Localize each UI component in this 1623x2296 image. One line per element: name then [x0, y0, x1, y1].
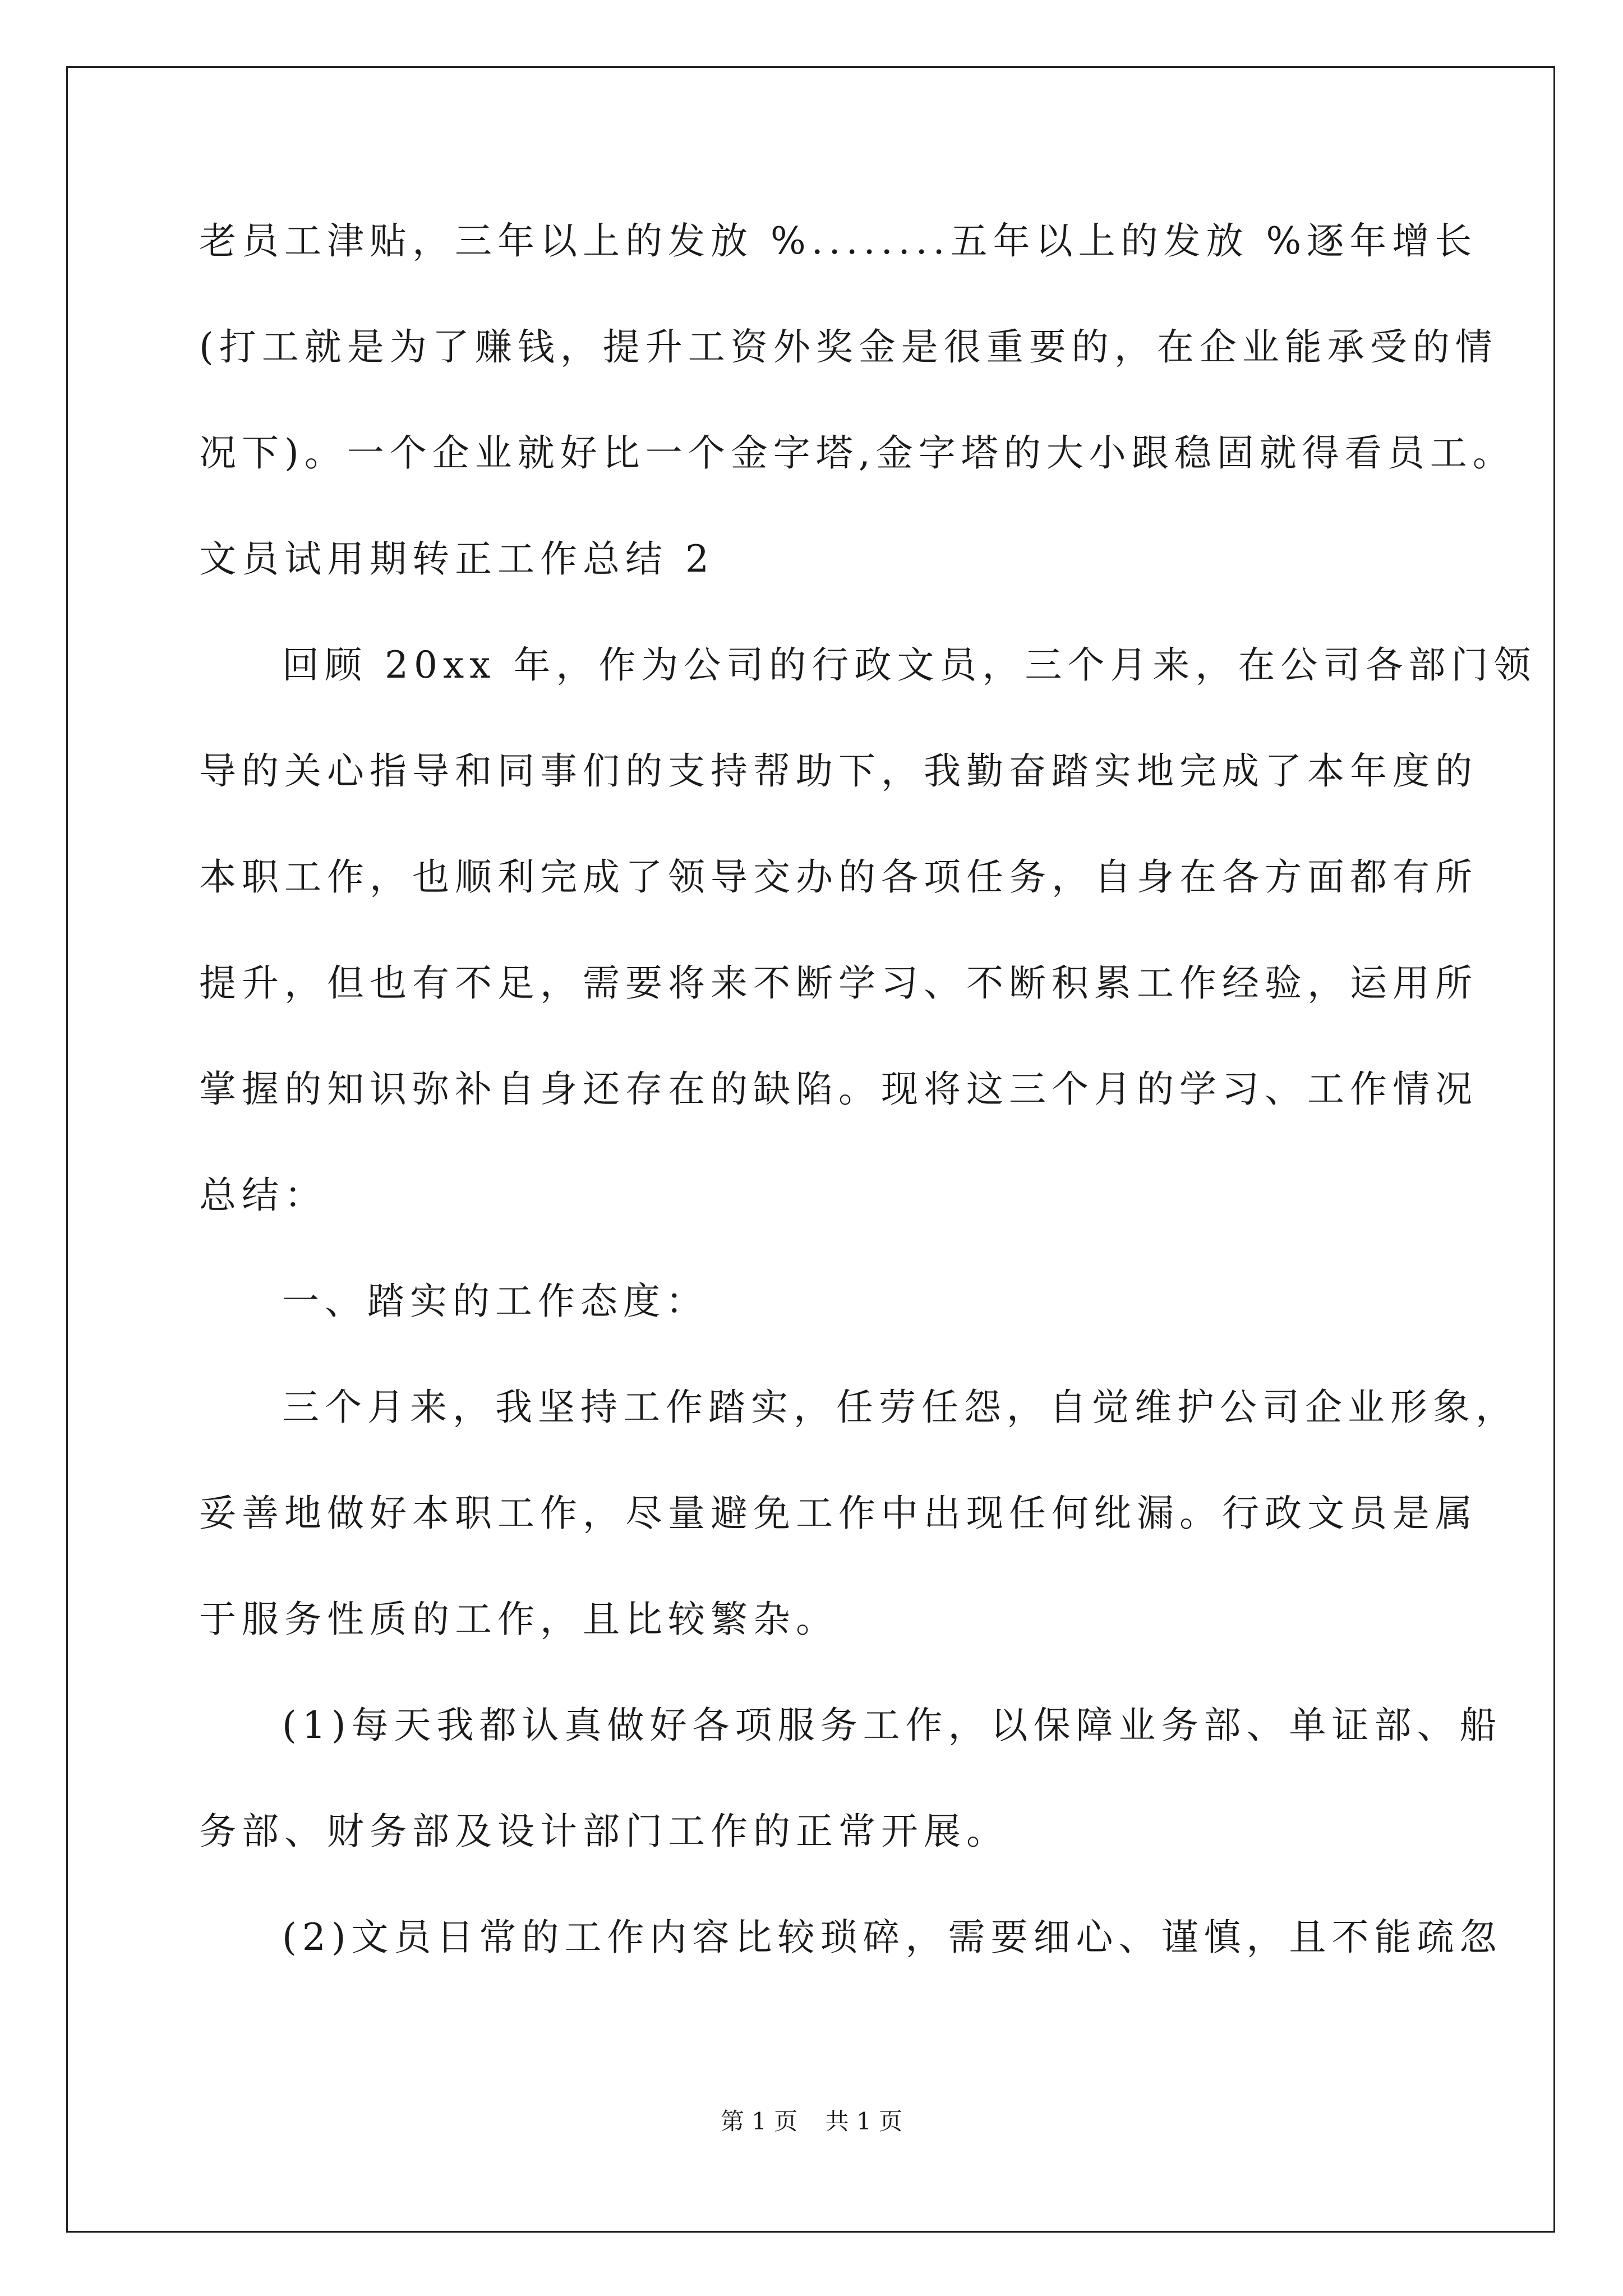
body-text-line: (打工就是为了赚钱，提升工资外奖金是很重要的，在企业能承受的情	[199, 325, 1498, 369]
body-text-line: 本职工作，也顺利完成了领导交办的各项任务，自身在各方面都有所	[199, 855, 1478, 899]
list-item-first-line: (1)每天我都认真做好各项服务工作，以保障业务部、单证部、船	[282, 1704, 1502, 1747]
page-number: 第 1 页	[720, 2108, 798, 2135]
paragraph-first-line: 回顾 20xx 年，作为公司的行政文员，三个月来，在公司各部门领	[282, 643, 1537, 687]
body-text-line: 导的关心指导和同事们的支持帮助下，我勤奋踏实地完成了本年度的	[199, 749, 1478, 793]
body-text-line: 妥善地做好本职工作，尽量避免工作中出现任何纰漏。行政文员是属	[199, 1492, 1478, 1535]
body-text-line: 掌握的知识弥补自身还存在的缺陷。现将这三个月的学习、工作情况	[199, 1068, 1478, 1111]
body-text-line: 提升，但也有不足，需要将来不断学习、不断积累工作经验，运用所	[199, 961, 1478, 1005]
page-footer	[0, 2105, 1623, 2138]
body-text-line: 总结：	[199, 1174, 327, 1217]
body-text-line: 务部、财务部及设计部门工作的正常开展。	[199, 1810, 1009, 1853]
subsection-heading: 一、踏实的工作态度：	[282, 1280, 708, 1323]
body-text-line: 况下)。一个企业就好比一个金字塔,金字塔的大小跟稳固就得看员工。	[199, 431, 1515, 475]
list-item-first-line: (2)文员日常的工作内容比较琐碎，需要细心、谨慎，且不能疏忽	[282, 1916, 1502, 1959]
body-text-line: 老员工津贴，三年以上的发放 %........五年以上的发放 %逐年增长	[199, 219, 1478, 263]
document-body	[199, 216, 1537, 2018]
section-title: 文员试用期转正工作总结 2	[199, 537, 714, 581]
paragraph-first-line: 三个月来，我坚持工作踏实，任劳任怨，自觉维护公司企业形象，	[282, 1386, 1518, 1429]
body-text-line: 于服务性质的工作，且比较繁杂。	[199, 1598, 838, 1641]
page-total: 共 1 页	[825, 2108, 903, 2135]
